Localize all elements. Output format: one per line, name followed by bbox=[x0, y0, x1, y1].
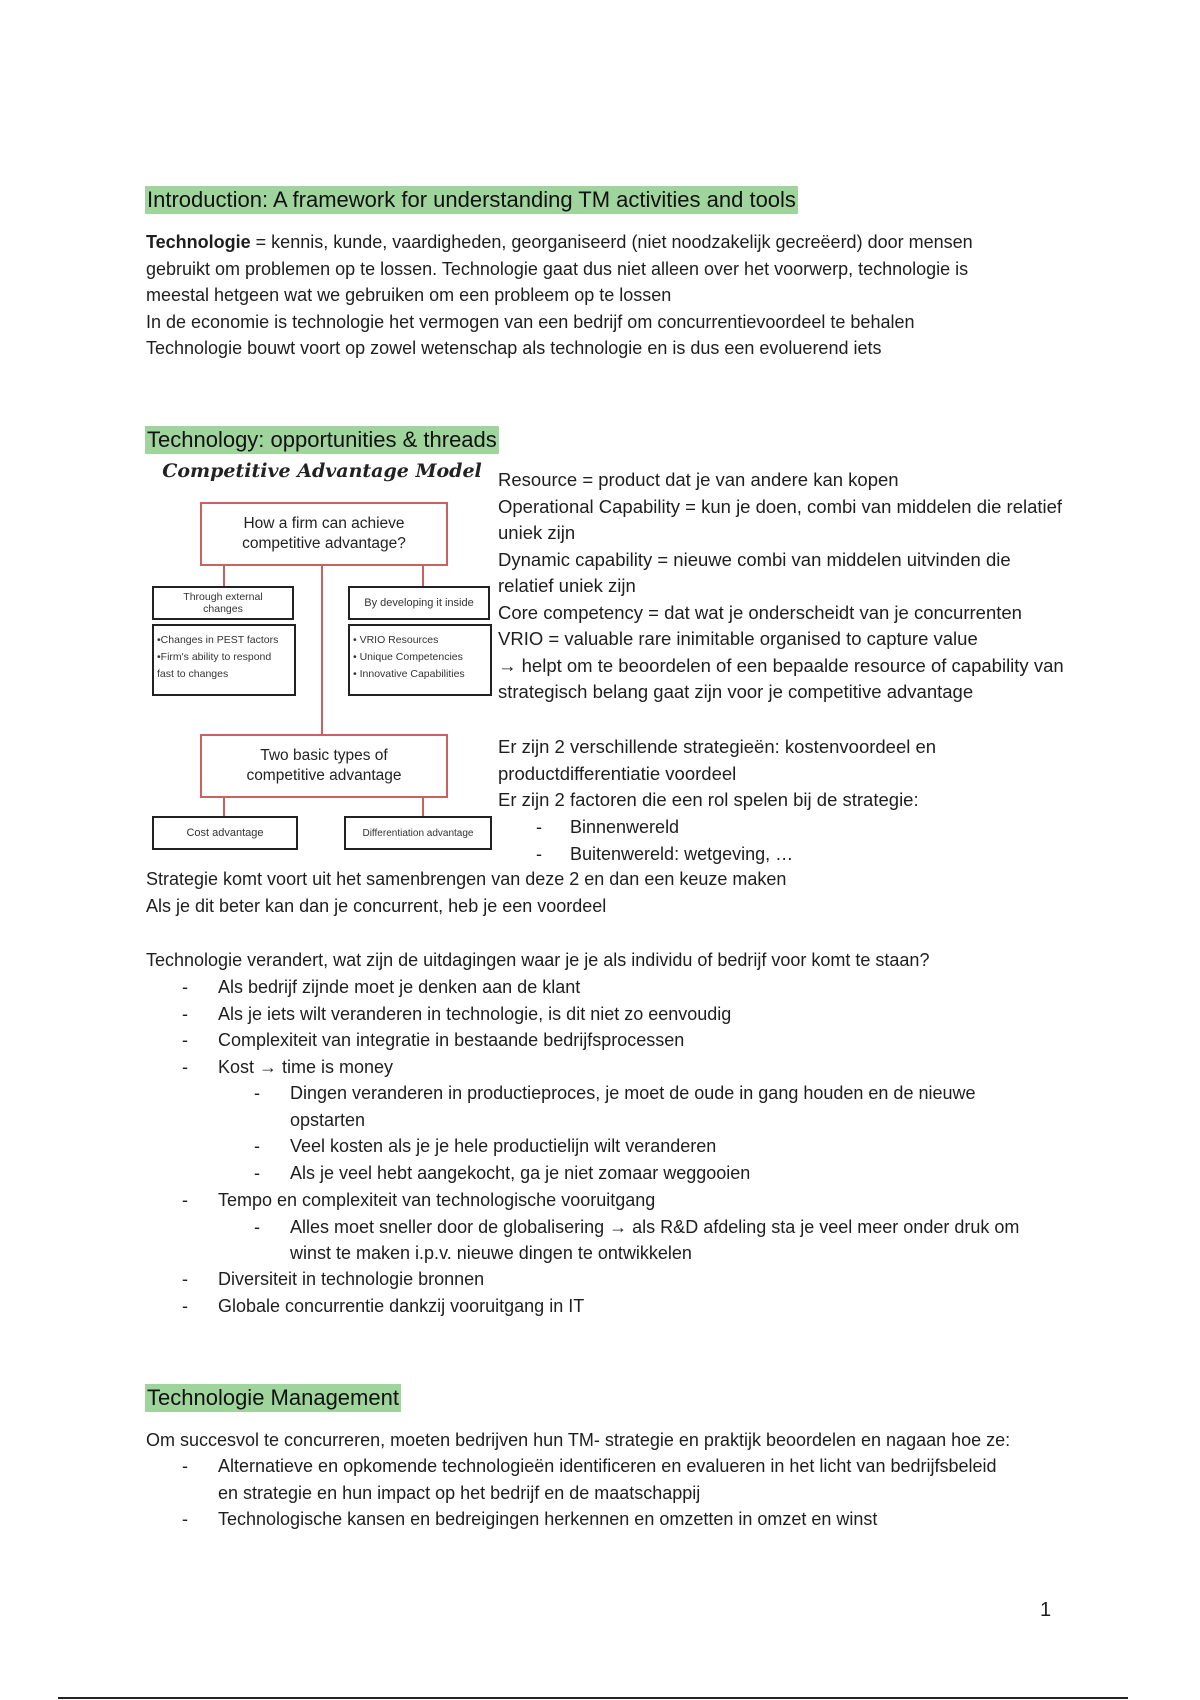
tm-intro bbox=[146, 1427, 1146, 1454]
definition-line: strategisch belang gaat zijn voor je competitive advantage bbox=[498, 681, 974, 702]
definition-line: Core competency = dat wat je onderscheidt van je concurrenten bbox=[498, 601, 1022, 623]
page-number: 1 bbox=[1040, 1599, 1052, 1621]
right-list-item: • Innovative Capabilities bbox=[353, 668, 465, 680]
dash: - bbox=[182, 1296, 188, 1316]
tm-item-text: en strategie en hun impact op het bedrijf en de maatschappij bbox=[218, 1483, 701, 1503]
challenge-text: Als je iets wilt veranderen in technologie, is dit niet zo eenvoudig bbox=[218, 1004, 732, 1024]
dash: - bbox=[254, 1136, 260, 1156]
tm-intro-text: Om succesvol te concurreren, moeten bedrijven hun TM- strategie en praktijk beoordelen en nagaan hoe ze: bbox=[146, 1430, 1011, 1450]
diagram-diff-box: Differentiation advantage bbox=[344, 816, 492, 850]
kost-sub-text: Dingen veranderen in productieproces, je moet de oude in gang houden en de nieuwe bbox=[290, 1083, 976, 1103]
tm-heading: Technologie Management bbox=[147, 1385, 399, 1410]
definition-line: uniek zijn bbox=[498, 522, 576, 543]
tempo-sub-text: winst te maken i.p.v. nieuwe dingen te ontwikkelen bbox=[290, 1243, 692, 1263]
challenge-text: Kost → time is money bbox=[218, 1057, 394, 1077]
strategy-line: Er zijn 2 verschillende strategieën: kostenvoordeel en bbox=[498, 736, 937, 757]
right-list-item: • Unique Competencies bbox=[353, 651, 463, 663]
challenge-text: Als bedrijf zijnde moet je denken aan de klant bbox=[218, 977, 581, 997]
conclusion-line: Als je dit beter kan dan je concurrent, heb je een voordeel bbox=[146, 895, 607, 916]
definition-line: Dynamic capability = nieuwe combi van middelen uitvinden die bbox=[498, 548, 1011, 570]
definition-line: → helpt om te beoordelen of een bepaalde resource of capability van bbox=[498, 654, 1064, 676]
tm-item-text: Alternatieve en opkomende technologieën identificeren en evalueren in het licht van bedrijfsbeleid bbox=[218, 1456, 997, 1476]
right-list-item: • VRIO Resources bbox=[353, 634, 439, 646]
dash: - bbox=[182, 1269, 188, 1289]
definition-line: VRIO = valuable rare inimitable organised to capture value bbox=[498, 628, 978, 649]
dash: - bbox=[182, 1057, 188, 1077]
diagram-right-list bbox=[348, 624, 492, 696]
tech-heading: Technology: opportunities & threads bbox=[147, 427, 497, 452]
strategy-line: Er zijn 2 factoren die een rol spelen bij de strategie: bbox=[498, 789, 919, 810]
strategy-conclusion bbox=[146, 866, 1106, 919]
conclusion-line: Strategie komt voort uit het samenbrengen van deze 2 en dan een keuze maken bbox=[146, 869, 787, 889]
question-text: Technologie verandert, wat zijn de uitdagingen waar je je als individu of bedrijf voor komt te staan? bbox=[146, 950, 930, 970]
intro-line-2: gebruikt om problemen op te lossen. Technologie gaat dus niet alleen over het voorwerp, technologie is bbox=[146, 258, 969, 279]
diagram-top-box: How a firm can achieve competitive advantage? bbox=[200, 502, 448, 566]
dash: - bbox=[254, 1163, 260, 1183]
dash: - bbox=[536, 817, 542, 837]
left-list-item: fast to changes bbox=[157, 668, 229, 680]
definition-line: Resource = product dat je van andere kan kopen bbox=[498, 469, 899, 490]
definition-line: relatief uniek zijn bbox=[498, 575, 636, 596]
diagram-title: Competitive Advantage Model bbox=[162, 460, 482, 482]
kost-sub-text: Als je veel hebt aangekocht, ga je niet zomaar weggooien bbox=[290, 1163, 751, 1183]
left-list-item: •Firm's ability to respond bbox=[157, 651, 272, 663]
factor-text: Buitenwereld: wetgeving, … bbox=[570, 844, 794, 864]
intro-paragraph bbox=[146, 229, 1106, 362]
kost-sub-text: opstarten bbox=[290, 1110, 366, 1130]
definitions bbox=[498, 467, 1064, 706]
dash: - bbox=[182, 1456, 188, 1476]
intro-line-3: meestal hetgeen wat we gebruiken om een probleem op te lossen bbox=[146, 285, 672, 305]
challenge-text: Globale concurrentie dankzij vooruitgang in IT bbox=[218, 1296, 585, 1316]
diagram-left-list bbox=[152, 624, 296, 696]
challenge-text: Complexiteit van integratie in bestaande bedrijfsprocessen bbox=[218, 1030, 685, 1050]
left-list-items bbox=[157, 632, 278, 683]
tm-item-text: Technologische kansen en bedreigingen herkennen en omzetten in omzet en winst bbox=[218, 1509, 878, 1529]
intro-heading: Introduction: A framework for understanding TM activities and tools bbox=[147, 187, 796, 212]
connector bbox=[422, 798, 424, 816]
challenge-text: Tempo en complexiteit van technologische vooruitgang bbox=[218, 1190, 656, 1210]
factor-text: Binnenwereld bbox=[570, 817, 680, 837]
diagram-mid-box: Two basic types of competitive advantage bbox=[200, 734, 448, 798]
strategy-line: productdifferentiatie voordeel bbox=[498, 762, 737, 784]
intro-line-5: Technologie bouwt voort op zowel wetenschap als technologie en is dus een evoluerend iets bbox=[146, 338, 882, 358]
strategy-notes bbox=[498, 734, 936, 814]
bottom-rule bbox=[58, 1697, 1128, 1699]
dash: - bbox=[254, 1083, 260, 1103]
challenges-question bbox=[146, 947, 1106, 974]
intro-line-4: In de economie is technologie het vermogen van een bedrijf om concurrentievoordeel te behalen bbox=[146, 311, 915, 332]
dash: - bbox=[182, 977, 188, 997]
connector bbox=[223, 566, 225, 586]
dash: - bbox=[182, 1509, 188, 1529]
connector bbox=[321, 566, 323, 738]
diagram-left-label: Through external changes bbox=[152, 586, 294, 620]
diagram-right-label: By developing it inside bbox=[348, 586, 490, 620]
diagram-cost-box: Cost advantage bbox=[152, 816, 298, 850]
left-list-item: •Changes in PEST factors bbox=[157, 634, 279, 646]
intro-term: Technologie bbox=[146, 232, 251, 252]
dash: - bbox=[182, 1004, 188, 1024]
connector bbox=[422, 566, 424, 586]
connector bbox=[223, 798, 225, 816]
dash: - bbox=[182, 1030, 188, 1050]
right-list-items bbox=[353, 632, 465, 683]
dash: - bbox=[182, 1190, 188, 1210]
dash: - bbox=[254, 1217, 260, 1237]
intro-definition: = kennis, kunde, vaardigheden, georganiseerd (niet noodzakelijk gecreëerd) door mensen bbox=[250, 232, 973, 252]
dash: - bbox=[536, 844, 542, 864]
challenge-text: Diversiteit in technologie bronnen bbox=[218, 1269, 485, 1289]
competitive-advantage-diagram bbox=[150, 460, 494, 860]
tempo-sub-text: Alles moet sneller door de globalisering → als R&D afdeling sta je veel meer onder druk om bbox=[290, 1217, 1020, 1237]
intro-line-1 bbox=[146, 229, 1106, 256]
definition-line: Operational Capability = kun je doen, combi van middelen die relatief bbox=[498, 495, 1063, 517]
kost-sub-text: Veel kosten als je je hele productielijn wilt veranderen bbox=[290, 1136, 717, 1156]
